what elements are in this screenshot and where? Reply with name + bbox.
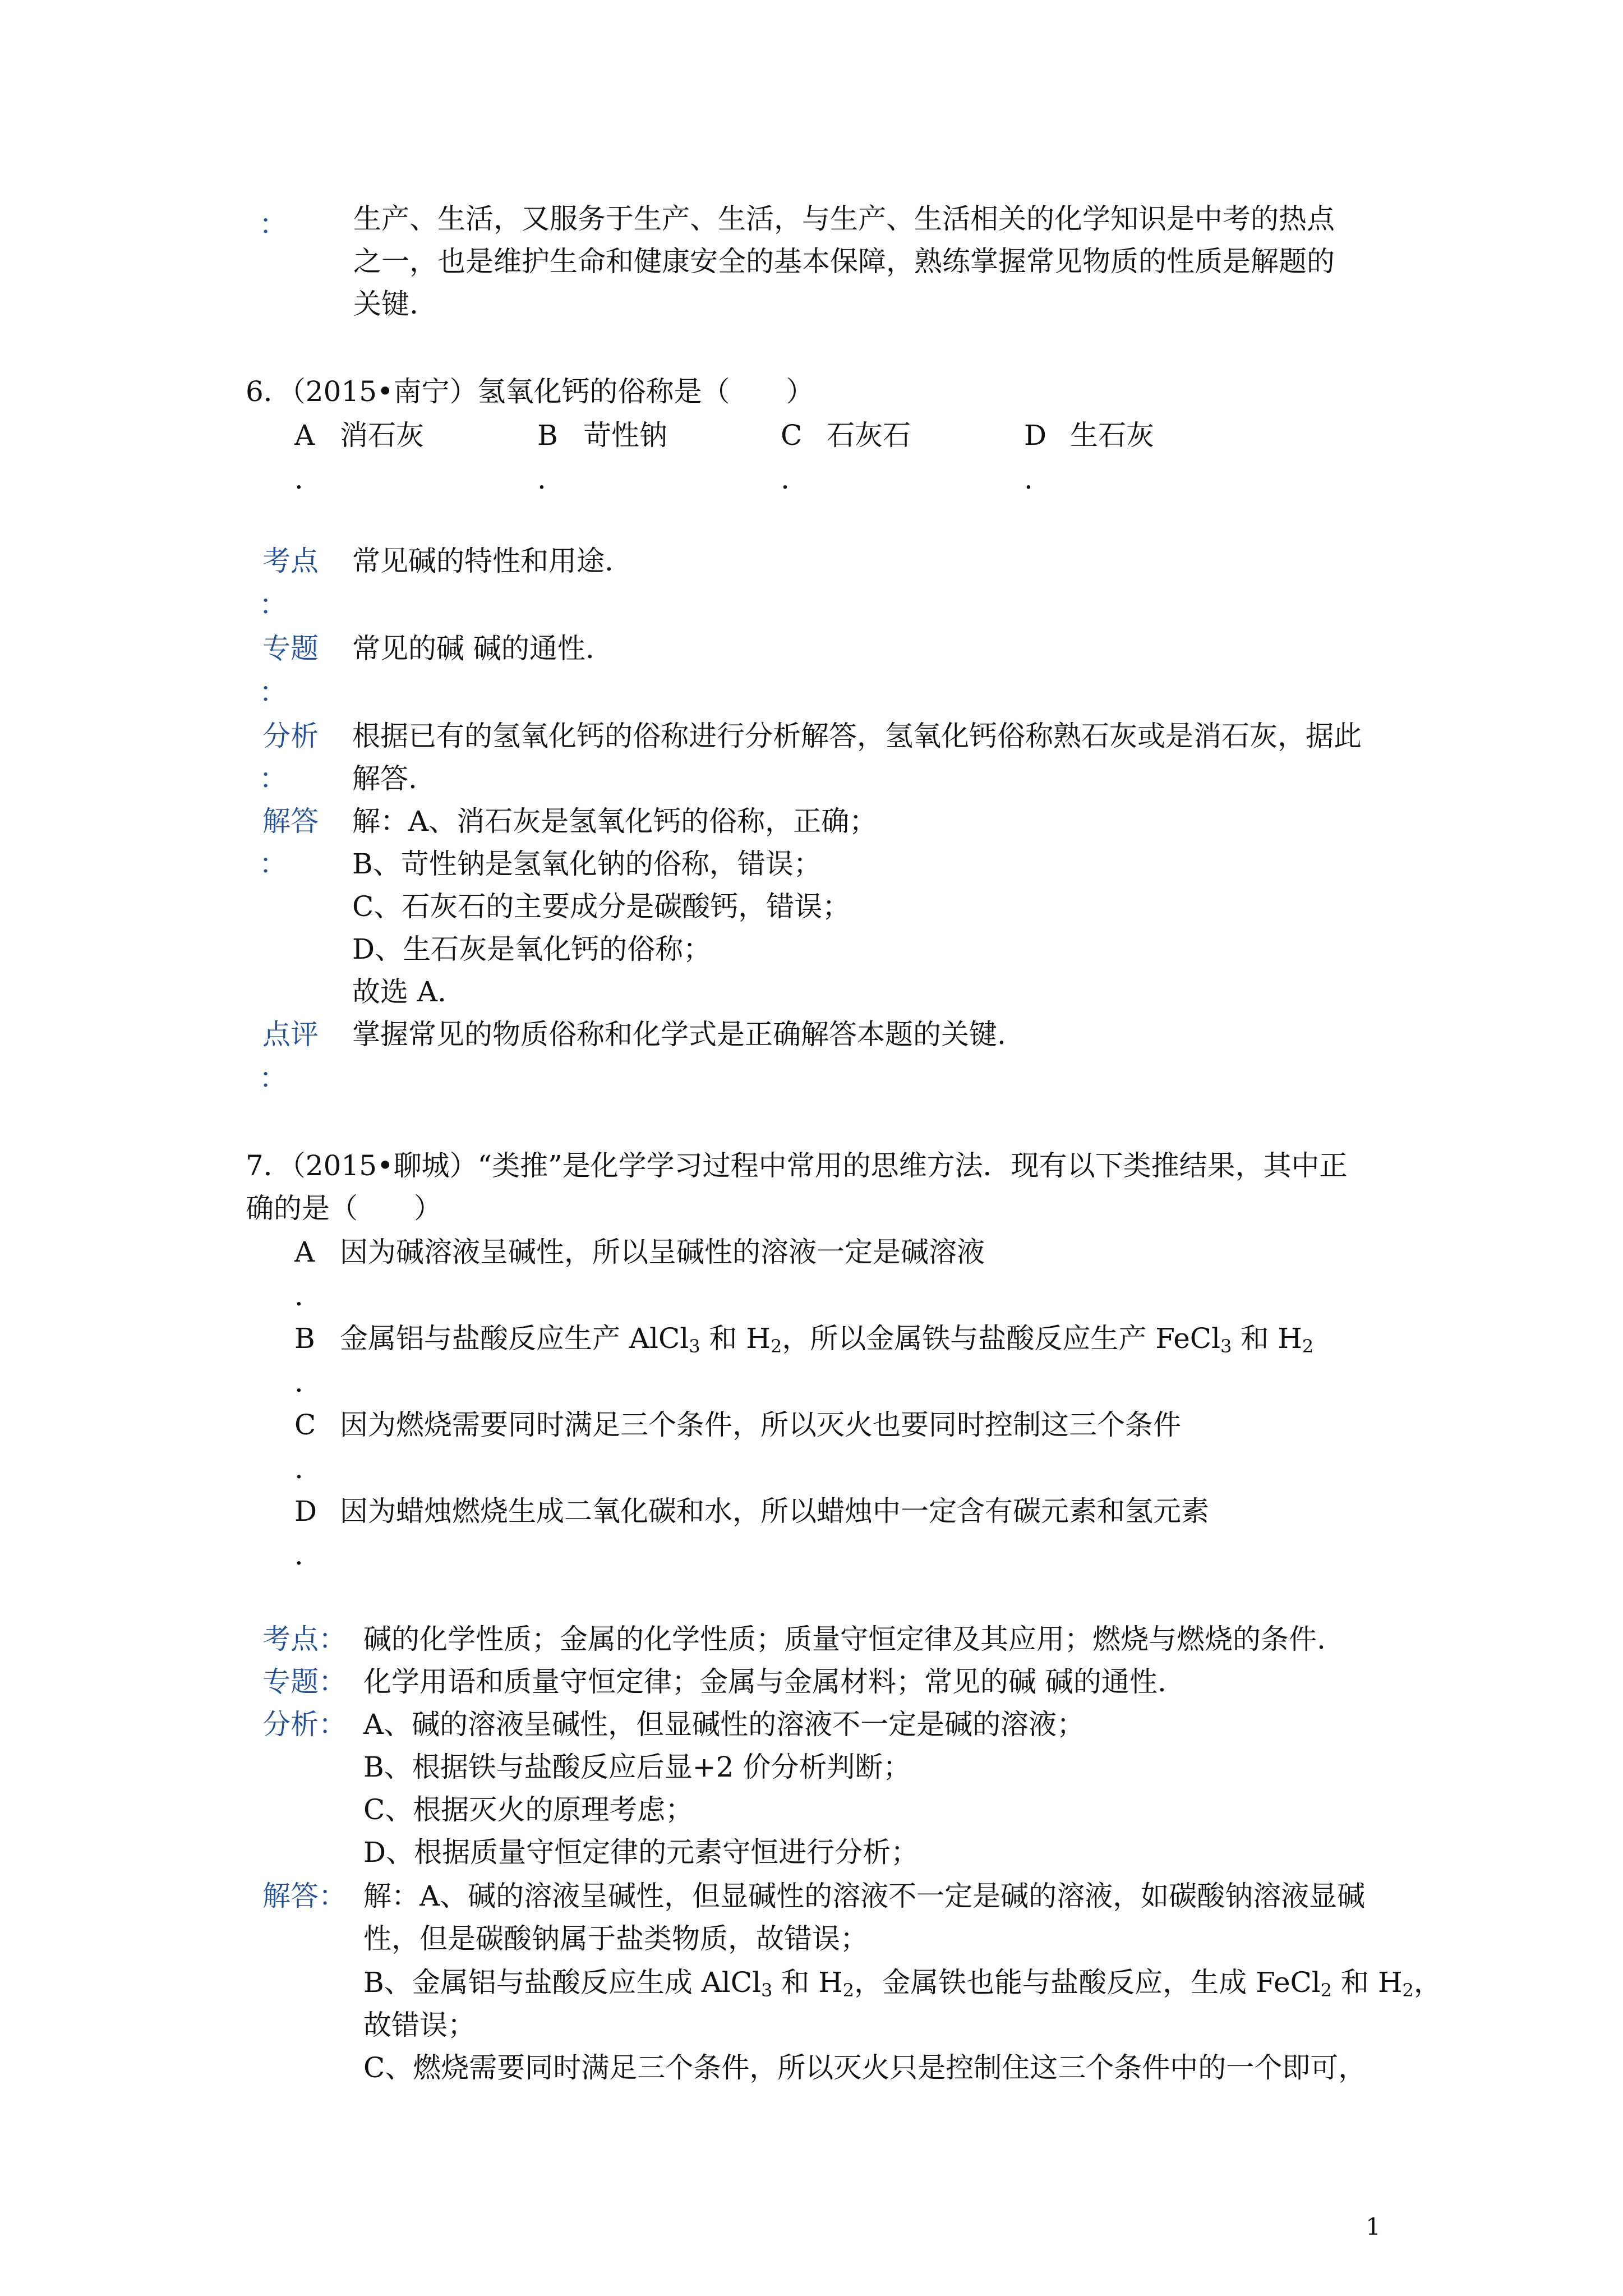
cont-colon: ： [259,208,287,241]
q7-jieda-line-3: B、金属铝与盐酸反应生成 AlCl$_3$ 和 $H_2$，金属铁也能与盐酸反应，生成 FeCl$_2$ 和 $H_2$， [363,1966,1442,2001]
q7-fenxi-line-1: A、碱的溶液呈碱性，但显碱性的溶液不一定是碱的溶液； [363,1708,1085,1741]
q6-option-d-text: 生石灰 [1070,419,1154,452]
q6-fenxi-line-2: 解答. [352,762,417,795]
q6-fenxi-colon: ： [259,762,287,795]
q7-option-a-letter: A [294,1236,315,1268]
q6-option-c-letter: C [781,419,803,452]
q6-jieda-line-4: D、生石灰是氧化钙的俗称； [352,933,712,965]
q7-option-b-text: 金属铝与盐酸反应生产 AlCl$_3$ 和 $H_2$，所以金属铁与盐酸反应生产 FeCl$_3$ 和 $H_2$ [340,1322,1314,1357]
q6-option-d-dot: . [1024,463,1033,495]
q6-jieda-colon: ： [259,848,287,880]
page-number: 1 [1366,2213,1381,2240]
q6-jieda-line-2: B、苛性钠是氢氧化钠的俗称，错误； [352,848,822,880]
q6-jieda-line-5: 故选 A. [352,976,446,1008]
q7-stem-line-1: 7．（2015•聊城）“类推”是化学学习过程中常用的思维方法．现有以下类推结果，其中正 [246,1149,1348,1182]
q7-option-a-text: 因为碱溶液呈碱性，所以呈碱性的溶液一定是碱溶液 [340,1236,985,1268]
q7-option-d-text: 因为蜡烛燃烧生成二氧化碳和水，所以蜡烛中一定含有碳元素和氢元素 [340,1495,1209,1527]
q7-zhuanti: 化学用语和质量守恒定律；金属与金属材料；常见的碱 碱的通性. [363,1665,1166,1698]
q7-zhuanti-label: 专题： [262,1665,347,1698]
q6-option-b-letter: B [537,419,558,452]
q6-fenxi-label: 分析 [262,720,319,752]
q6-fenxi-line-1: 根据已有的氢氧化钙的俗称进行分析解答，氢氧化钙俗称熟石灰或是消石灰，据此 [352,720,1362,752]
q6-stem: 6．（2015•南宁）氢氧化钙的俗称是（ ） [246,375,814,408]
q6-zhuanti: 常见的碱 碱的通性. [352,632,594,665]
q6-jieda-label: 解答 [262,805,319,838]
q7-option-c-dot: . [294,1452,303,1485]
q6-option-d-letter: D [1024,419,1047,452]
q7-option-b-dot: . [294,1366,303,1398]
q6-option-c-dot: . [781,463,790,495]
q6-option-b-text: 苛性钠 [583,419,667,452]
q6-option-a-letter: A [294,419,315,452]
q7-stem-line-2: 确的是（ ） [246,1192,442,1225]
q6-kaodian: 常见碱的特性和用途. [352,545,614,577]
q7-fenxi-line-4: D、根据质量守恒定律的元素守恒进行分析； [363,1836,919,1869]
cont-line-2: 之一，也是维护生命和健康安全的基本保障，熟练掌握常见物质的性质是解题的 [353,245,1335,278]
q6-option-a-dot: . [294,463,303,495]
q7-jieda-line-5: C、燃烧需要同时满足三个条件，所以灭火只是控制住这三个条件中的一个即可， [363,2051,1367,2084]
q7-jieda-line-1: 解：A、碱的溶液呈碱性，但显碱性的溶液不一定是碱的溶液，如碳酸钠溶液显碱 [363,1880,1366,1912]
q7-option-c-letter: C [294,1409,316,1441]
q7-option-a-dot: . [294,1280,303,1312]
q7-fenxi-line-3: C、根据灭火的原理考虑； [363,1793,694,1826]
q6-option-c-text: 石灰石 [827,419,911,452]
q7-fenxi-line-2: B、根据铁与盐酸反应后显+2 价分析判断； [363,1751,911,1783]
cont-line-1: 生产、生活，又服务于生产、生活，与生产、生活相关的化学知识是中考的热点 [353,203,1335,235]
q7-jieda-line-2: 性，但是碳酸钠属于盐类物质，故错误； [363,1922,868,1955]
q6-zhuanti-colon: ： [259,676,287,708]
q7-option-d-letter: D [294,1495,317,1527]
cont-line-3: 关键. [353,288,418,320]
q7-fenxi-label: 分析： [262,1708,347,1741]
q6-dianping: 掌握常见的物质俗称和化学式是正确解答本题的关键. [352,1018,1006,1051]
q7-kaodian-label: 考点： [262,1623,347,1655]
q7-option-b-letter: B [294,1322,315,1355]
q7-option-c-text: 因为燃烧需要同时满足三个条件，所以灭火也要同时控制这三个条件 [340,1409,1181,1441]
q6-option-a-text: 消石灰 [340,419,424,452]
q6-jieda-line-3: C、石灰石的主要成分是碳酸钙，错误； [352,890,851,923]
q6-kaodian-colon: ： [259,588,287,621]
q6-dianping-label: 点评 [262,1018,319,1051]
q7-kaodian: 碱的化学性质；金属的化学性质；质量守恒定律及其应用；燃烧与燃烧的条件. [363,1623,1326,1655]
q6-option-b-dot: . [537,463,546,495]
q7-option-d-dot: . [294,1539,303,1571]
q6-dianping-colon: ： [259,1062,287,1094]
q6-zhuanti-label: 专题 [262,632,319,665]
q7-jieda-label: 解答： [262,1880,347,1912]
q6-kaodian-label: 考点 [262,545,319,577]
q6-jieda-line-1: 解：A、消石灰是氢氧化钙的俗称，正确； [352,805,878,838]
q7-jieda-line-4: 故错误； [363,2009,476,2041]
